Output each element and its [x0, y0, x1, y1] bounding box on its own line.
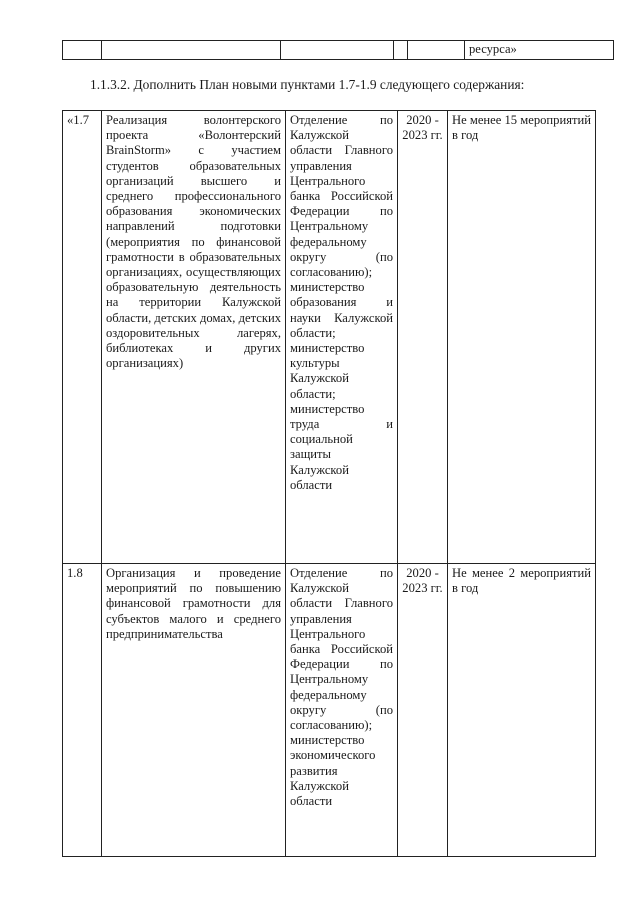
table-cell [281, 41, 394, 60]
expected-result: Не менее 2 мероприятий в год [448, 564, 596, 857]
table-cell [63, 41, 102, 60]
row-number: 1.8 [63, 564, 102, 857]
table-row [63, 41, 614, 60]
expected-result: Не менее 15 мероприятий в год [448, 111, 596, 564]
table-cell [408, 41, 465, 60]
table-cell [102, 41, 281, 60]
activity-name: Реализация волонтерского проекта «Волонтерский BrainStorm» с участием студентов образовательных организаций высшего и среднего профессионального образования экономических направлений подготовки (мероприятия по финансовой грамотности в образовательных организациях, осуществляющих образовательную деятельность на территории Калужской области, детских домах, детских оздоровительных лагерях, библиотеках и других организациях) [102, 111, 286, 564]
table-cell [394, 41, 408, 60]
previous-table-fragment [62, 40, 614, 60]
row-number: «1.7 [63, 111, 102, 564]
executor: Отделение по Калужской области Главного управления Центрального банка Российской Федерации по Центральному федеральному округу (по согласованию); министерство экономического развития Калужской области [286, 564, 398, 857]
intro-paragraph: 1.1.3.2. Дополнить План новыми пунктами 1.7-1.9 следующего содержания: [90, 77, 525, 92]
table-cell: ресурса» [465, 41, 614, 60]
term: 2020 - 2023 гг. [398, 564, 448, 857]
activity-name: Организация и проведение мероприятий по повышению финансовой грамотности для субъектов малого и среднего предпринимательства [102, 564, 286, 857]
plan-table [62, 110, 596, 857]
table-row [63, 111, 596, 564]
table-row [63, 564, 596, 857]
term: 2020 - 2023 гг. [398, 111, 448, 564]
executor: Отделение по Калужской области Главного управления Центрального банка Российской Федерации по Центральному федеральному округу (по согласованию); министерство образования и науки Калужской области; министерство культуры Калужской области; министерство труда и социальной защиты Калужской области [286, 111, 398, 564]
